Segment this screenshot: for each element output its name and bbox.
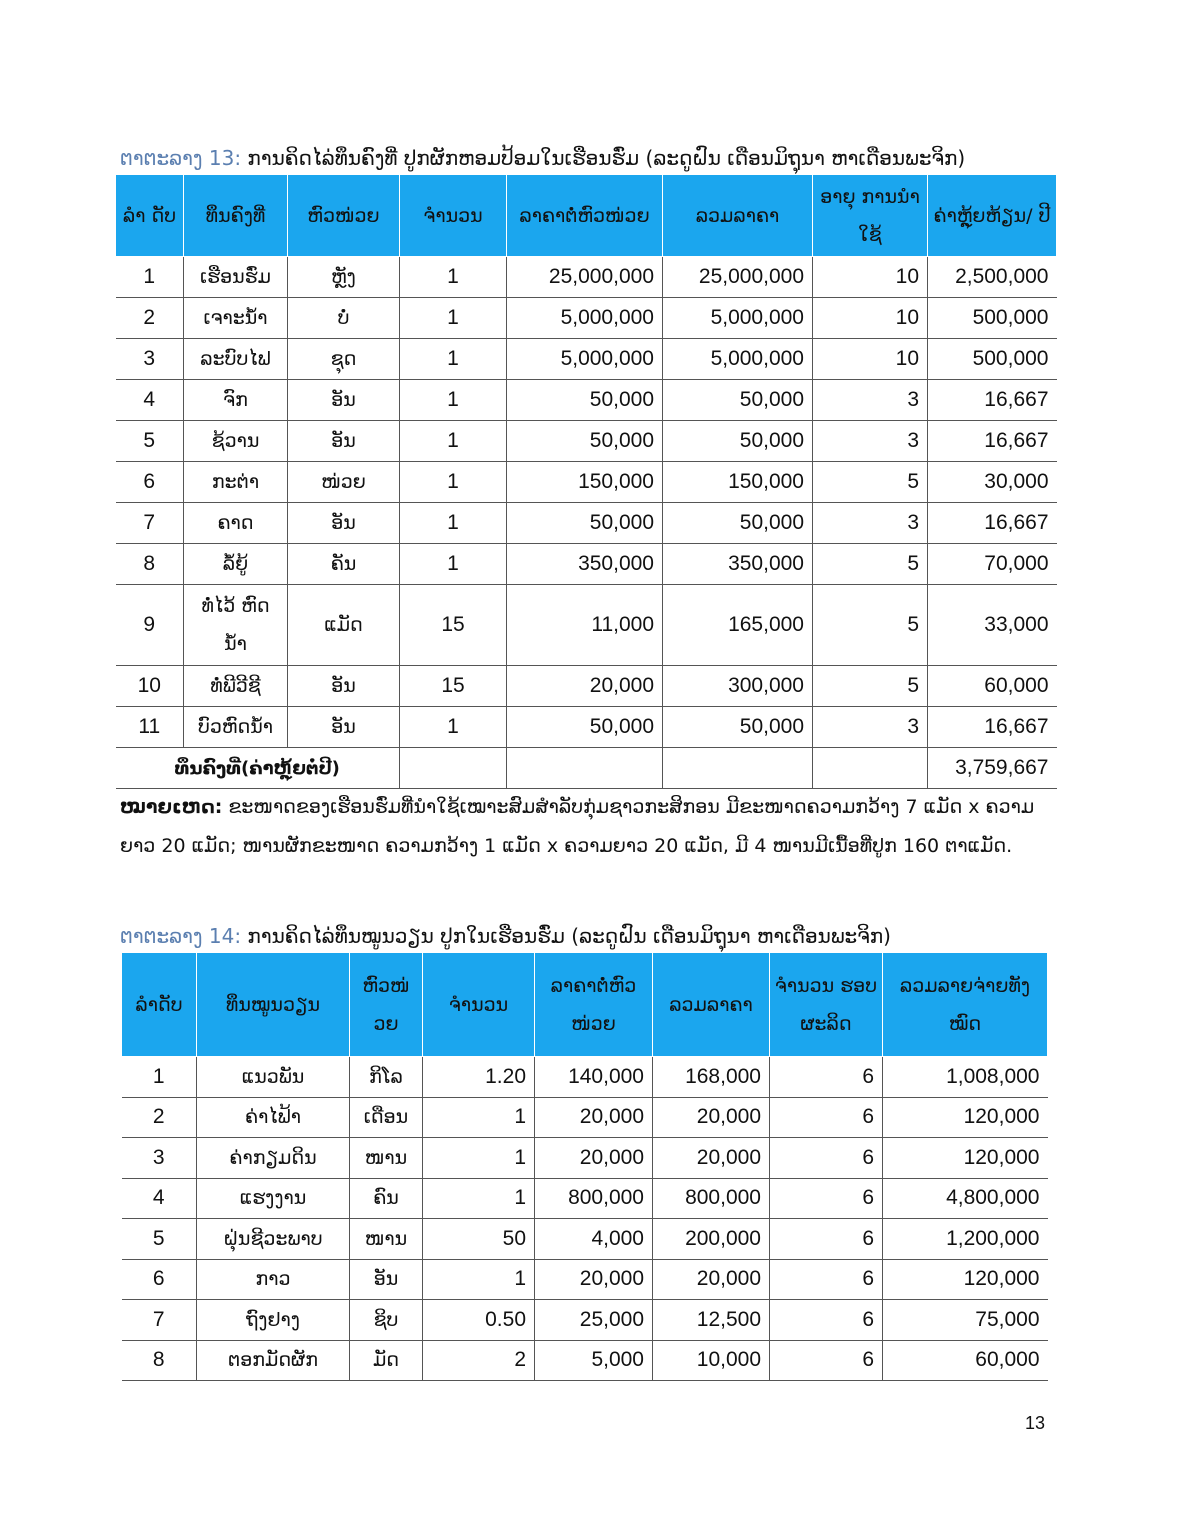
table-cell: 4 <box>116 380 184 421</box>
table-cell: ໜ່ວຍ <box>288 462 400 503</box>
table-cell: ໜານ <box>350 1219 423 1260</box>
header-cell: ລໍາ ດັບ <box>116 175 184 257</box>
table-cell: 3 <box>813 421 928 462</box>
header-cell: ທຶນຄົງທີ່ <box>184 175 288 257</box>
table-cell: 1.20 <box>423 1057 535 1098</box>
header-cell: ຈໍານວນ <box>423 953 535 1057</box>
table-cell: 1 <box>423 1138 535 1179</box>
table-cell: ແຮງງານ <box>197 1178 350 1219</box>
table-cell: 1 <box>400 462 507 503</box>
table-cell: ກະຕ່າ <box>184 462 288 503</box>
table-cell: 1 <box>116 257 184 298</box>
total-row <box>116 748 1057 789</box>
table-cell: 10 <box>813 339 928 380</box>
table-cell: ຈົກ <box>184 380 288 421</box>
table-cell: 5,000,000 <box>663 298 813 339</box>
header-cell: ຈໍານວນ <box>400 175 507 257</box>
table-cell: ບໍ່ <box>288 298 400 339</box>
total-value: 3,759,667 <box>928 748 1057 789</box>
table-cell: 1 <box>400 421 507 462</box>
note-text: ຂະໜາດຂອງເຮືອນຮົ່ມທີ່ນໍາໃຊ້ເໝາະສົມສໍາລັບກຸ່ມຊາວກະສິກອນ ມີຂະໜາດຄວາມກວ້າງ 7 ແມັດ x ຄວາມຍາວ 20 ແມັດ; ໜານຜັກຂະໜາດ ຄວາມກວ້າງ 1 ແມັດ x ຄວາມຍາວ 20 ແມັດ, ມີ 4 ໜານມີເນື້ອທີ່ປູກ 160 ຕາແມັດ. <box>120 796 1035 857</box>
table-cell: 5 <box>813 544 928 585</box>
table-row <box>116 462 1057 503</box>
header-cell: ລໍາດັບ <box>122 953 197 1057</box>
table-cell: ອັນ <box>288 666 400 707</box>
fixed-capital-table-body <box>116 257 1057 748</box>
table-cell: 9 <box>116 585 184 666</box>
table-cell: 120,000 <box>883 1259 1048 1300</box>
header-cell: ລວມລາຄາ <box>653 953 770 1057</box>
table-cell: 16,667 <box>928 707 1057 748</box>
table-cell: 1 <box>400 707 507 748</box>
table-cell: 6 <box>770 1138 883 1179</box>
table-cell: 6 <box>770 1178 883 1219</box>
table-cell: 1 <box>423 1178 535 1219</box>
table-14-caption-text: ການຄິດໄລ່ທຶນໝູນວຽນ ປູກໃນເຮືອນຮົ່ມ (ລະດູຝົນ ເດືອນມິຖຸນາ ຫາເດືອນພະຈິກ) <box>241 924 891 948</box>
table-row <box>122 1219 1048 1260</box>
table-cell: 10 <box>813 298 928 339</box>
table-cell: 25,000,000 <box>507 257 663 298</box>
table-cell: 6 <box>122 1259 197 1300</box>
header-cell: ຫົວໜ່ ວຍ <box>350 953 423 1057</box>
table-cell: 500,000 <box>928 339 1057 380</box>
table-cell: 6 <box>770 1259 883 1300</box>
table-cell: 350,000 <box>507 544 663 585</box>
table-cell: 3 <box>122 1138 197 1179</box>
working-capital-table <box>121 952 1048 1381</box>
table-cell: ກິໂລ <box>350 1057 423 1098</box>
table-cell: 300,000 <box>663 666 813 707</box>
table-cell: ຄ່າກຽມດິນ <box>197 1138 350 1179</box>
table-cell: 20,000 <box>653 1138 770 1179</box>
table-cell: 5 <box>813 666 928 707</box>
table-cell: ອັນ <box>288 380 400 421</box>
table-cell: 50,000 <box>663 380 813 421</box>
table-cell: 150,000 <box>507 462 663 503</box>
table-cell: ຄ່າໄຟ້າ <box>197 1097 350 1138</box>
table-cell: 140,000 <box>535 1057 653 1098</box>
table-cell: 25,000,000 <box>663 257 813 298</box>
table-cell: 30,000 <box>928 462 1057 503</box>
table-row <box>116 544 1057 585</box>
table-row <box>116 421 1057 462</box>
table-cell: 6 <box>770 1300 883 1341</box>
table-cell: 20,000 <box>653 1259 770 1300</box>
table-cell: ຝຸ່ນຊີວະພາບ <box>197 1219 350 1260</box>
header-cell: ລາຄາຕໍ່ຫົວ ໜ່ວຍ <box>535 953 653 1057</box>
table-cell: 1 <box>400 339 507 380</box>
table-cell: ເດືອນ <box>350 1097 423 1138</box>
table-cell <box>400 748 507 789</box>
table-cell: 3 <box>813 503 928 544</box>
table-cell: 8 <box>122 1340 197 1381</box>
table-cell: 20,000 <box>535 1138 653 1179</box>
table-cell: 8 <box>116 544 184 585</box>
table-cell: ບົວຫົດນໍ້າ <box>184 707 288 748</box>
table-row <box>122 1138 1048 1179</box>
table-cell: ຄົນ <box>350 1178 423 1219</box>
table-cell: 120,000 <box>883 1138 1048 1179</box>
table-cell: 6 <box>116 462 184 503</box>
table-cell: 500,000 <box>928 298 1057 339</box>
table-cell: ຄາດ <box>184 503 288 544</box>
table-cell: 20,000 <box>507 666 663 707</box>
table-cell: 150,000 <box>663 462 813 503</box>
table-cell: ອັນ <box>350 1259 423 1300</box>
table-row <box>116 257 1057 298</box>
table-row <box>116 585 1057 666</box>
table-cell: 20,000 <box>535 1259 653 1300</box>
table-cell: ຕອກມັດຜັກ <box>197 1340 350 1381</box>
table-cell: 15 <box>400 585 507 666</box>
table-cell <box>663 748 813 789</box>
table-row <box>116 298 1057 339</box>
header-cell: ທຶນໝູນວຽນ <box>197 953 350 1057</box>
header-cell: ລວມລາຍຈ່າຍທັງ ໝົດ <box>883 953 1048 1057</box>
table-cell: 800,000 <box>653 1178 770 1219</box>
table-13-caption <box>120 146 965 170</box>
table-cell: 50,000 <box>507 421 663 462</box>
table-cell: 50,000 <box>663 707 813 748</box>
table-cell: 4,000 <box>535 1219 653 1260</box>
total-label: ທຶນຄົງທີ່(ຄ່າຫຼຸ້ຍຕໍ່ປີ) <box>116 748 400 789</box>
table-cell: ແນວພັນ <box>197 1057 350 1098</box>
table-cell: 50,000 <box>507 380 663 421</box>
table-cell: 75,000 <box>883 1300 1048 1341</box>
header-cell: ລວມລາຄາ <box>663 175 813 257</box>
table-cell: 60,000 <box>928 666 1057 707</box>
table-13-note <box>120 788 1055 866</box>
table-14-caption-label: ຕາຕະລາງ 14: <box>120 924 242 948</box>
header-cell: ລາຄາຕໍ່ຫົວໜ່ວຍ <box>507 175 663 257</box>
table-cell: 5,000,000 <box>507 298 663 339</box>
table-cell: 2 <box>116 298 184 339</box>
table-row <box>122 1097 1048 1138</box>
table-cell: ອັນ <box>288 503 400 544</box>
table-cell: 70,000 <box>928 544 1057 585</box>
table-cell: ໜານ <box>350 1138 423 1179</box>
table-row <box>116 380 1057 421</box>
table-cell: ຫຼັງ <box>288 257 400 298</box>
table-cell: 12,500 <box>653 1300 770 1341</box>
table-cell: 200,000 <box>653 1219 770 1260</box>
table-cell: 16,667 <box>928 380 1057 421</box>
table-cell: 3 <box>813 380 928 421</box>
table-cell: ຊຸດ <box>288 339 400 380</box>
table-cell: 15 <box>400 666 507 707</box>
table-cell: 3 <box>116 339 184 380</box>
table-cell: 50,000 <box>507 503 663 544</box>
table-cell: 1 <box>423 1259 535 1300</box>
table-cell: 6 <box>770 1219 883 1260</box>
table-cell: 4 <box>122 1178 197 1219</box>
table-13-caption-text: ການຄິດໄລ່ທຶນຄົງທີ່ ປູກຜັກຫອມປ້ອມໃນເຮືອນຮົ່ມ (ລະດູຝົນ ເດືອນມິຖຸນາ ຫາເດືອນພະຈິກ) <box>241 146 966 170</box>
table-cell: 10 <box>813 257 928 298</box>
table-cell: 0.50 <box>423 1300 535 1341</box>
table-row <box>116 339 1057 380</box>
table-cell: 7 <box>116 503 184 544</box>
table-cell: ອັນ <box>288 707 400 748</box>
table-cell: 6 <box>770 1057 883 1098</box>
header-cell: ຄ່າຫຼຸ້ຍຫ້ຽນ/ ປີ <box>928 175 1057 257</box>
table-cell: ຖົງຢາງ <box>197 1300 350 1341</box>
table-cell <box>507 748 663 789</box>
table-cell: 2 <box>122 1097 197 1138</box>
table-cell: 2,500,000 <box>928 257 1057 298</box>
fixed-capital-table <box>115 174 1057 789</box>
table-cell: 1 <box>122 1057 197 1098</box>
table-cell: 11,000 <box>507 585 663 666</box>
table-cell: 168,000 <box>653 1057 770 1098</box>
table-cell: ຊ້ວານ <box>184 421 288 462</box>
table-cell: 10 <box>116 666 184 707</box>
table-row <box>116 707 1057 748</box>
table-cell: ແມັດ <box>288 585 400 666</box>
table-cell: 5 <box>813 585 928 666</box>
table-cell: 5,000,000 <box>507 339 663 380</box>
table-cell: 60,000 <box>883 1340 1048 1381</box>
table-cell: 1,008,000 <box>883 1057 1048 1098</box>
table-cell: 1 <box>400 380 507 421</box>
table-cell: 7 <box>122 1300 197 1341</box>
table-14-caption <box>120 924 891 948</box>
table-cell: 5,000,000 <box>663 339 813 380</box>
table-cell: 50 <box>423 1219 535 1260</box>
table-cell: 16,667 <box>928 421 1057 462</box>
header-cell: ອາຍຸ ການນໍາໃຊ້ <box>813 175 928 257</box>
table-cell: 350,000 <box>663 544 813 585</box>
table-cell: 1 <box>400 257 507 298</box>
table-cell: 25,000 <box>535 1300 653 1341</box>
table-cell: 1 <box>423 1097 535 1138</box>
table-cell: 1 <box>400 298 507 339</box>
table-cell: 4,800,000 <box>883 1178 1048 1219</box>
table-cell: ເຮືອນຮົ່ມ <box>184 257 288 298</box>
table-cell: 16,667 <box>928 503 1057 544</box>
working-capital-table-body <box>122 1057 1048 1381</box>
table-cell: 1,200,000 <box>883 1219 1048 1260</box>
table-cell: 20,000 <box>653 1097 770 1138</box>
table-cell: 2 <box>423 1340 535 1381</box>
table-cell: 20,000 <box>535 1097 653 1138</box>
table-cell: 1 <box>400 503 507 544</box>
table-row <box>116 503 1057 544</box>
page-number: 13 <box>1025 1413 1046 1433</box>
table-cell: 5 <box>813 462 928 503</box>
table-cell: ຊິບ <box>350 1300 423 1341</box>
table-cell: 11 <box>116 707 184 748</box>
table-cell: 50,000 <box>507 707 663 748</box>
table-row <box>116 666 1057 707</box>
table-cell: 6 <box>770 1097 883 1138</box>
table-cell: 800,000 <box>535 1178 653 1219</box>
table-row <box>122 1057 1048 1098</box>
table-cell: 5 <box>122 1219 197 1260</box>
table-cell: 50,000 <box>663 503 813 544</box>
header-cell: ຈໍານວນ ຮອບ ຜະລິດ <box>770 953 883 1057</box>
table-cell: 10,000 <box>653 1340 770 1381</box>
table-cell: ຄັນ <box>288 544 400 585</box>
table-cell: ລະບົບໄຟ <box>184 339 288 380</box>
table-cell <box>813 748 928 789</box>
note-label: ໝາຍເຫດ: <box>120 796 223 818</box>
table-row <box>122 1340 1048 1381</box>
table-cell: 6 <box>770 1340 883 1381</box>
table-cell: 3 <box>813 707 928 748</box>
table-13-caption-label: ຕາຕະລາງ 13: <box>120 146 242 170</box>
table-cell: 5 <box>116 421 184 462</box>
table-row <box>122 1300 1048 1341</box>
table-cell: 120,000 <box>883 1097 1048 1138</box>
table-cell: 165,000 <box>663 585 813 666</box>
table-cell: ລໍ້ຍູ້ <box>184 544 288 585</box>
header-cell: ຫົວໜ່ວຍ <box>288 175 400 257</box>
table-cell: ມັດ <box>350 1340 423 1381</box>
table-row <box>122 1178 1048 1219</box>
table-cell: ເຈາະນໍ້າ <box>184 298 288 339</box>
table-cell: 33,000 <box>928 585 1057 666</box>
table-cell: ທໍ່ໄວ້ ຫົດນໍ້າ <box>184 585 288 666</box>
table-cell: ອັນ <box>288 421 400 462</box>
table-cell: ກາວ <box>197 1259 350 1300</box>
table-cell: 5,000 <box>535 1340 653 1381</box>
table-cell: 50,000 <box>663 421 813 462</box>
table-cell: ທໍ່ພີວີຊີ <box>184 666 288 707</box>
table-cell: 1 <box>400 544 507 585</box>
table-row <box>122 1259 1048 1300</box>
